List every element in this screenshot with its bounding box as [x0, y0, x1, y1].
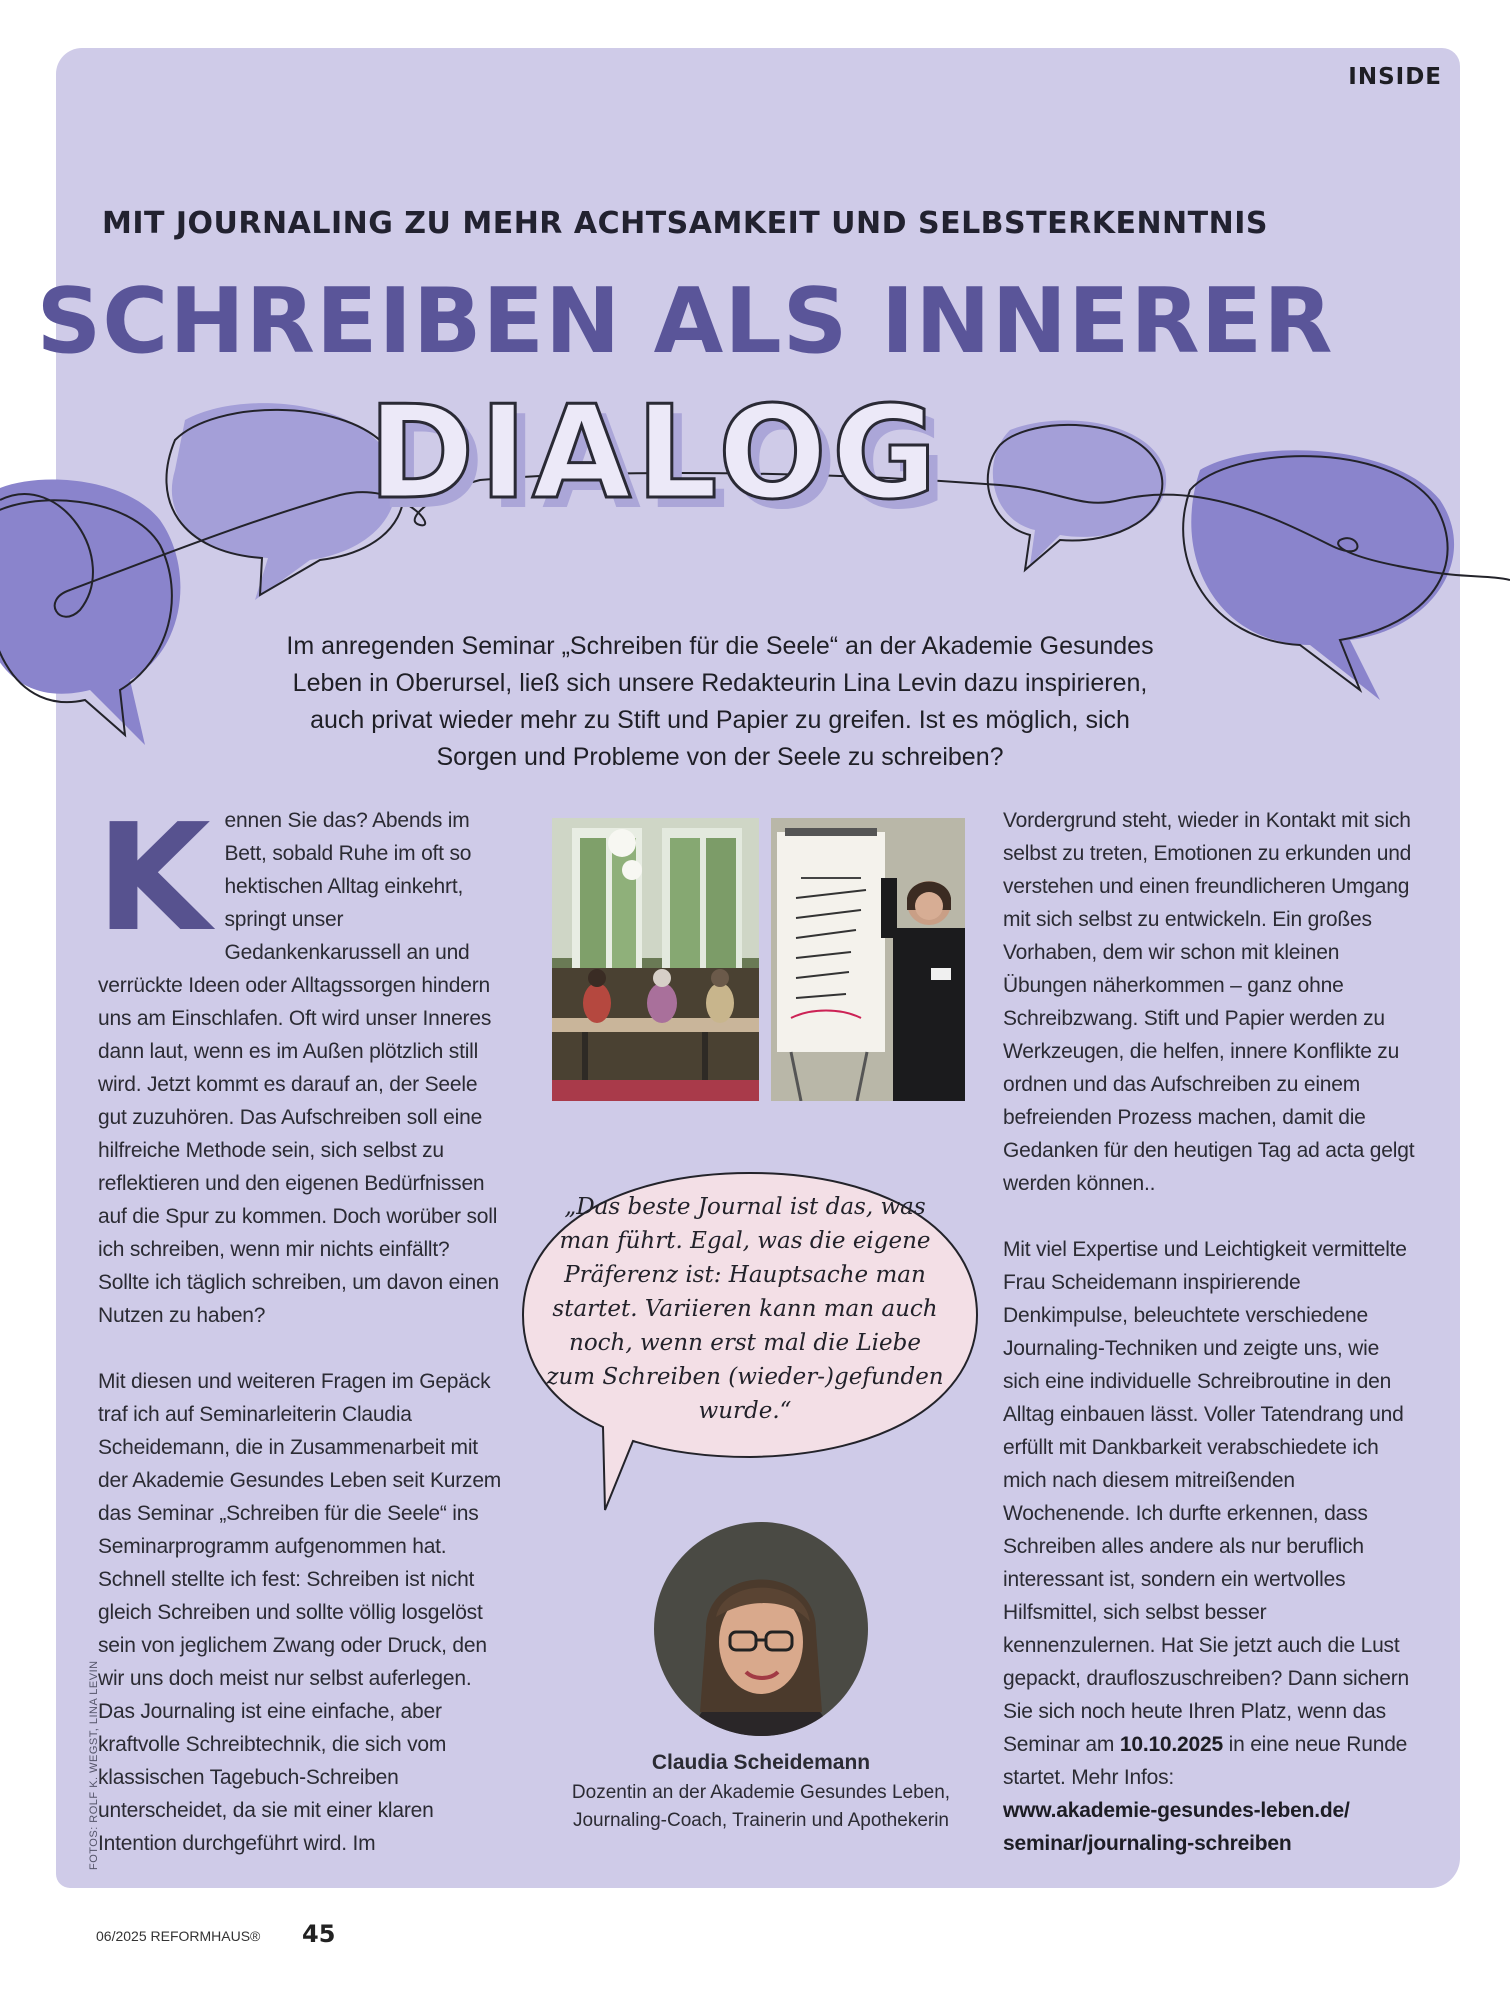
- footer-issue: 06/2025 REFORMHAUS®: [96, 1928, 261, 1944]
- paragraph: Kennen Sie das? Abends im Bett, sobald Ruhe im oft so hektischen Alltag einkehrt, springt unser Gedankenkarussell an und verrückte Ideen oder Alltagssorgen hindern uns am Einschlafen. Oft wird unser Inneres dann laut, wenn es im Außen plötzlich still wird. Jetzt kommt es darauf an, der Seele gut zuzuhören. Das Aufschreiben soll eine hilfreiche Methode sein, sich selbst zu reflektieren und den eigenen Bedürfnissen auf die Spur zu kommen. Doch worüber soll ich schreiben, wenn mir nichts einfällt? Sollte ich täglich schreiben, um davon einen Nutzen zu haben?: [96, 792, 499, 1327]
- section-label: INSIDE: [1348, 64, 1442, 90]
- article-headline: SCHREIBEN ALS INNERER: [36, 269, 1334, 374]
- seminar-link[interactable]: www.akademie-gesundes-leben.de/ seminar/journaling-schreiben: [1003, 1799, 1350, 1855]
- portrait-role: Dozentin an der Akademie Gesundes Leben, Journaling-Coach, Trainerin und Apothekerin: [571, 1782, 951, 1831]
- paragraph: Mit diesen und weiteren Fragen im Gepäck traf ich auf Seminarleiterin Claudia Scheidemann, die in Zusammenarbeit mit der Akademie Gesundes Leben seit Kurzem das Seminar „Schreiben für die Seele“ ins Seminarprogramm aufgenommen hat. Schnell stellte ich fest: Schreiben ist nicht gleich Schreiben und sollte völlig losgelöst sein von jeglichem Zwang oder Druck, den wir uns doch meist nur selbst auferlegen. Das Journaling ist eine einfache, aber kraftvolle Schreibtechnik, die sich vom klassischen Tagebuch-Schreiben unterscheidet, da sie mit einer klaren Intention durchgeführt wird. Im: [98, 1370, 502, 1855]
- portrait-name: Claudia Scheidemann: [651, 1751, 871, 1774]
- page-number: 45: [302, 1920, 336, 1948]
- article-intro: Im anregenden Seminar „Schreiben für die Seele“ an der Akademie Gesundes Leben in Oberursel, ließ sich unsere Redakteurin Lina Levin dazu inspirieren, auch privat wieder mehr zu Stift und Papier zu greifen. Ist es möglich, sich Sorgen und Probleme von der Seele zu schreiben?: [286, 632, 1154, 771]
- drop-cap: K: [96, 792, 211, 964]
- pull-quote: „Das beste Journal ist das, was man führt. Egal, was die eigene Präferenz ist: Hauptsache man startet. Variieren kann man auch noch, wenn erst mal die Liebe zum Schreiben (wieder-)gefunden wurde.“: [546, 1194, 944, 1424]
- article-kicker: MIT JOURNALING ZU MEHR ACHTSAMKEIT UND SELBSTERKENNTNIS: [101, 206, 1269, 241]
- headline-dialog-word: DIALOG: [368, 379, 942, 528]
- article-column-right: [1003, 804, 1421, 1860]
- flipchart-photo: [771, 818, 965, 1101]
- seminar-date: 10.10.2025: [1119, 1733, 1223, 1756]
- article-column-left: [96, 792, 506, 1893]
- paragraph: Vordergrund steht, wieder in Kontakt mit sich selbst zu treten, Emotionen zu erkunden und verstehen und einen freundlicheren Umgang mit sich selbst zu entwickeln. Ein großes Vorhaben, dem wir schon mit kleinen Übungen näherkommen – ganz ohne Schreibzwang. Stift und Papier werden zu Werkzeugen, die helfen, innere Konflikte zu ordnen und das Aufschreiben zu einem befreienden Prozess machen, damit die Gedanken für den heutigen Tag ad acta gelgt werden können..: [1003, 809, 1415, 1195]
- portrait-photo: [654, 1522, 868, 1736]
- seminar-room-photo: [552, 818, 759, 1101]
- portrait-caption: [568, 1749, 954, 1835]
- photo-credit: FOTOS: ROLF K. WEGST, LINA LEVIN: [88, 1660, 100, 1870]
- paragraph: Mit viel Expertise und Leichtigkeit vermittelte Frau Scheidemann inspirierende Denkimpulse, beleuchtete verschiedene Journaling-Techniken und zeigte uns, wie sich eine individuelle Schreibroutine in den Alltag einbauen lässt. Voller Tatendrang und erfüllt mit Dankbarkeit verabschiedete ich mich nach diesem mitreißenden Wochenende. Ich durfte erkennen, dass Schreiben alles andere als nur beruflich interessant ist, sondern ein wertvolles Hilfsmittel, sich selbst besser kennenzulernen. Hat Sie jetzt auch die Lust gepackt, draufloszuschreiben? Dann sichern Sie sich noch heute Ihren Platz, wenn das Seminar am 10.10.2025 in eine neue Runde startet. Mehr Infos:: [1003, 1238, 1410, 1789]
